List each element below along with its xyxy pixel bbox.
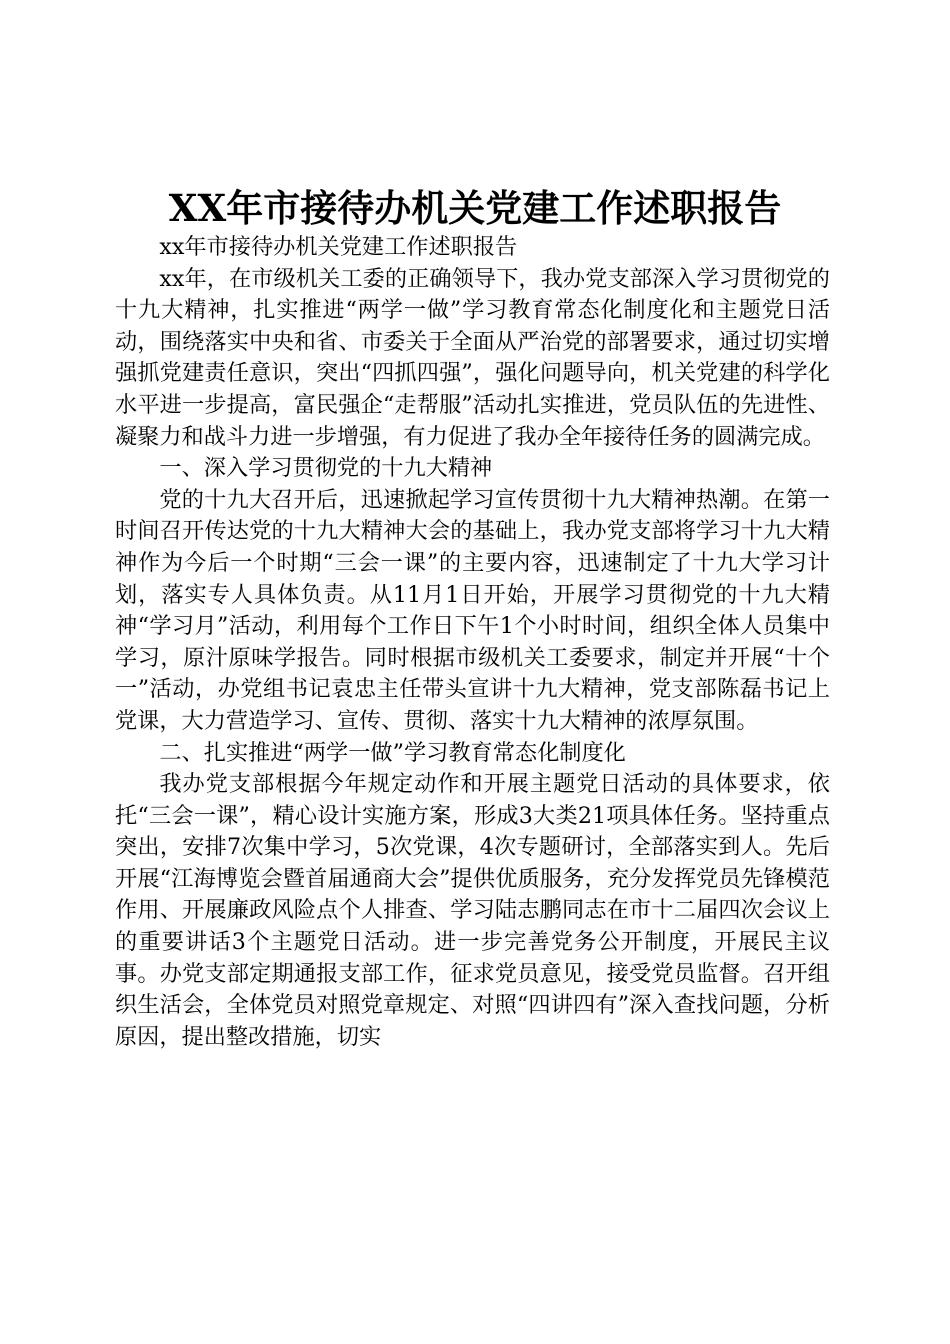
section-heading-1: 一、深入学习贯彻党的十九大精神 [159,455,493,482]
intro-paragraph: xx年，在市级机关工委的正确领导下，我办党支部深入学习贯彻党的十九大精神，扎实推进“两学一做”学习教育常态化制度化和主题党日活动，围绕落实中央和省、市委关于全面从严治党的部署要求，通过切实增强抓党建责任意识，突出“四抓四强”，强化问题导向，机关党建的科学化水平进一步提高，富民强企“走帮服”活动扎实推进，党员队伍的先进性、凝聚力和战斗力进一步增强，有力促进了我办全年接待任务的圆满完成。 [115,265,830,450]
section-heading-2: 二、扎实推进“两学一做”学习教育常态化制度化 [159,739,626,766]
subtitle-paragraph: xx年市接待办机关党建工作述职报告 [159,234,518,260]
document-title: XX年市接待办机关党建工作述职报告 [168,186,782,230]
document-body [115,232,830,1053]
section-2-paragraph: 我办党支部根据今年规定动作和开展主题党日活动的具体要求，依托“三会一课”，精心设计实施方案，形成3大类21项具体任务。坚持重点突出，安排7次集中学习，5次党课，4次专题研讨，全部落实到人。先后开展“江海博览会暨首届通商大会”提供优质服务，充分发挥党员先锋模范作用、开展廉政风险点个人排查、学习陆志鹏同志在市十二届四次会议上的重要讲话3个主题党日活动。进一步完善党务公开制度，开展民主议事。办党支部定期通报支部工作，征求党员意见，接受党员监督。召开组织生活会，全体党员对照党章规定、对照“四讲四有”深入查找问题，分析原因，提出整改措施，切实 [115,771,830,1050]
section-1-paragraph: 党的十九大召开后，迅速掀起学习宣传贯彻十九大精神热潮。在第一时间召开传达党的十九大精神大会的基础上，我办党支部将学习十九大精神作为今后一个时期“三会一课”的主要内容，迅速制定了十九大学习计划，落实专人具体负责。从11月1日开始，开展学习贯彻党的十九大精神“学习月”活动，利用每个工作日下午1个小时时间，组织全体人员集中学习，原汁原味学报告。同时根据市级机关工委要求，制定并开展“十个一”活动，办党组书记袁忠主任带头宣讲十九大精神，党支部陈磊书记上党课，大力营造学习、宣传、贯彻、落实十九大精神的浓厚氛围。 [115,486,830,734]
